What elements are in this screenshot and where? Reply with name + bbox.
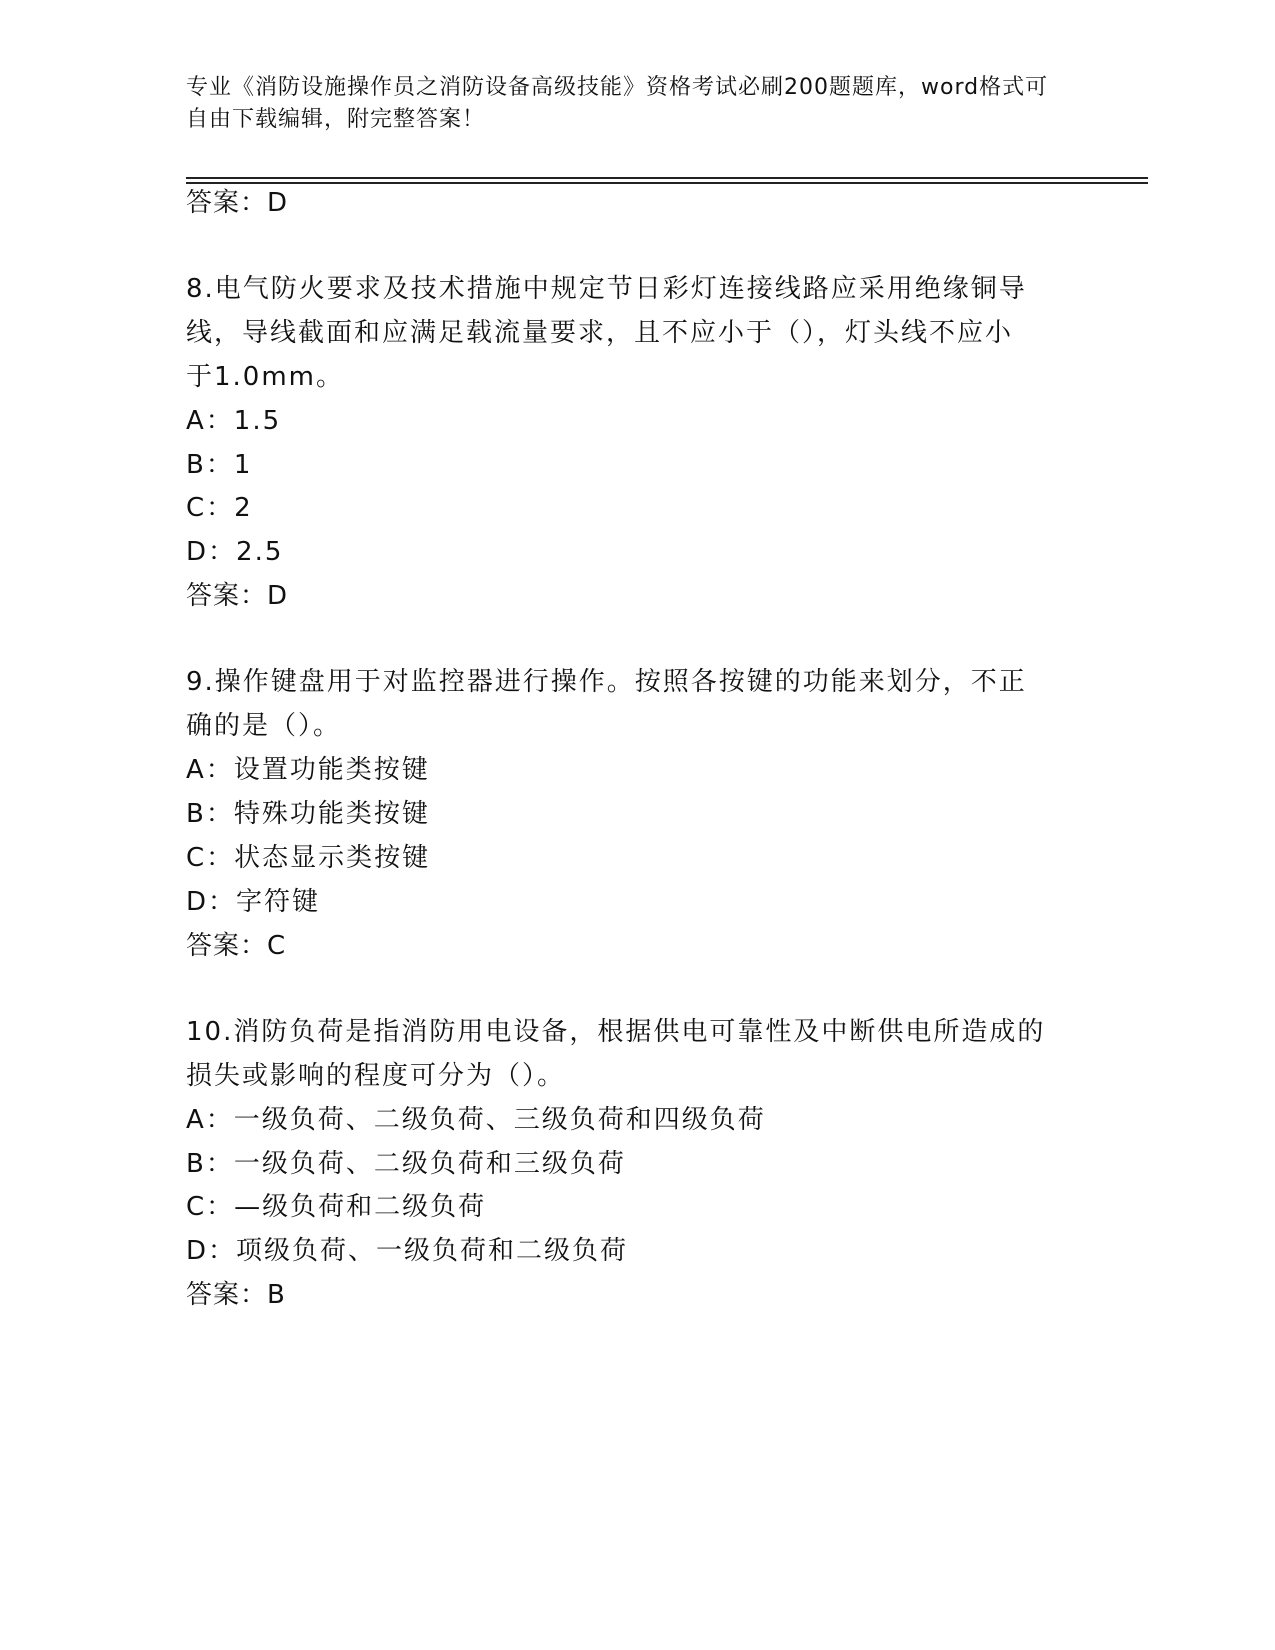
- question-8-answer: 答案：D: [186, 581, 289, 611]
- question-9-answer: 答案：C: [186, 931, 287, 961]
- question-8-option-a: A：1.5: [186, 406, 282, 436]
- question-8-line-1: 8.电气防火要求及技术措施中规定节日彩灯连接线路应采用绝缘铜导: [186, 274, 1027, 304]
- question-9-option-b: B：特殊功能类按键: [186, 799, 430, 829]
- header-divider-top: [186, 177, 1148, 179]
- question-10-answer: 答案：B: [186, 1280, 286, 1310]
- question-9-option-d: D：字符键: [186, 887, 321, 917]
- document-header: 专业《消防设施操作员之消防设备高级技能》资格考试必刷200题题库，word格式可自由下载编辑，附完整答案！: [186, 75, 1049, 132]
- question-9-option-a: A：设置功能类按键: [186, 755, 430, 785]
- question-10-option-b: B：一级负荷、二级负荷和三级负荷: [186, 1149, 626, 1179]
- question-8-option-d: D：2.5: [186, 537, 284, 567]
- question-9-option-c: C：状态显示类按键: [186, 843, 431, 873]
- header-divider-bottom: [186, 182, 1148, 184]
- question-10-option-d: D：项级负荷、一级负荷和二级负荷: [186, 1236, 629, 1266]
- question-8-line-2: 线，导线截面和应满足载流量要求，且不应小于（），灯头线不应小: [186, 318, 1014, 348]
- question-8-line-3: 于1.0mm。: [186, 362, 345, 392]
- answer-previous: 答案：D: [186, 188, 289, 218]
- question-9-line-2: 确的是（）。: [186, 711, 342, 741]
- question-8-option-b: B：1: [186, 450, 253, 480]
- question-9-line-1: 9.操作键盘用于对监控器进行操作。按照各按键的功能来划分，不正: [186, 667, 1027, 697]
- question-10-option-c: C：—级负荷和二级负荷: [186, 1192, 487, 1222]
- question-8-option-c: C：2: [186, 493, 253, 523]
- question-10-line-1: 10.消防负荷是指消防用电设备，根据供电可靠性及中断供电所造成的: [186, 1017, 1046, 1047]
- question-10-line-2: 损失或影响的程度可分为（）。: [186, 1061, 566, 1091]
- question-10-option-a: A：一级负荷、二级负荷、三级负荷和四级负荷: [186, 1105, 766, 1135]
